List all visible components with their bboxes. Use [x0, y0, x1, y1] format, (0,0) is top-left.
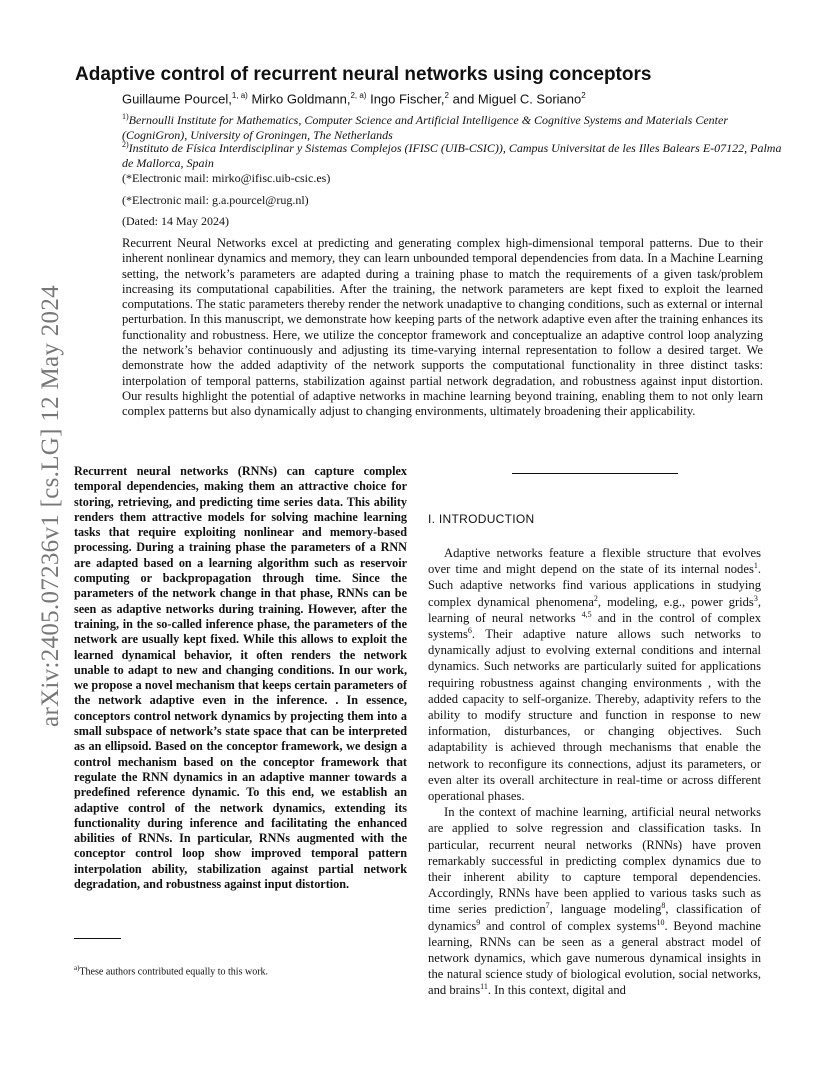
paragraph-text: , language modeling: [549, 902, 662, 917]
footnote-rule: [74, 938, 121, 939]
lay-summary: Recurrent neural networks (RNNs) can capture complex temporal dependencies, making them an attractive choice for storing, retrieving, and predicting time series data. This ability renders them attractive models for solving machine learning tasks that require exploiting nonlinear and memory-based processing. During a training phase the parameters of a RNN are adapted based on a learning algorithm such as reservoir computing or backpropagation through time. Since the parameters of the network change in that phase, RNNs can be seen as adaptive networks during training. However, after the training, in the so-called inference phase, the parameters of the network are usually kept fixed. While this allows to exploit the learned dynamical behavior, it often renders the network unable to adapt to new and changing conditions. In our work, we propose a novel mechanism that keeps certain parameters of the network adaptive even in the inference. . In essence, conceptors control network dynamics by projecting them into a small subspace of network’s state space that can be interpreted as an ellipsoid. Based on the conceptor framework, we design a control mechanism based on the conceptor framework that regulate the RNN dynamics in an adaptive manner towards a predefined reference dynamic. To this end, we establish an adaptive control of the network dynamics, extending its functionality during inference and facilitating the enhanced abilities of RNNs. In particular, RNNs augmented with the conceptor control loop show improved temporal pattern interpolation ability, stabilization against partial network degradation, and robustness against input distortion.: [74, 464, 407, 892]
paragraph: [428, 545, 761, 804]
citation-ref: 11: [480, 982, 488, 992]
paragraph-text: . Such adaptive networks find various applications in studying complex dynamical phenomena: [428, 562, 761, 609]
affiliation-text: Instituto de Física Interdisciplinar y Sistemas Complejos (IFISC (UIB-CSIC)), Campus Universitat de les Illes Balears E-07122, Palma de Mallorca, Spain: [122, 141, 782, 170]
arxiv-id-text: arXiv:2405.07236v1 [cs.LG] 12 May 2024: [37, 285, 64, 727]
author-name: Guillaume Pourcel,: [122, 91, 232, 107]
affiliation-mark: 2): [122, 140, 129, 149]
paragraph-text: Adaptive networks feature a flexible structure that evolves over time and might depend on the state of its internal nodes: [428, 546, 761, 577]
author-name: Ingo Fischer,: [370, 91, 445, 107]
footnote-text: These authors contributed equally to this work.: [79, 966, 269, 978]
author-affiliation-mark: 2: [444, 91, 449, 100]
citation-ref: 9: [476, 917, 481, 927]
paragraph-text: . In this context, digital and: [487, 983, 626, 998]
footnote: [74, 964, 268, 977]
section-heading: I. INTRODUCTION: [428, 512, 535, 526]
citation-ref: 3: [753, 593, 758, 603]
email-note: (*Electronic mail: g.a.pourcel@rug.nl): [122, 193, 309, 207]
author-list: [122, 91, 586, 106]
date-line: (Dated: 14 May 2024): [122, 214, 229, 228]
affiliation: [122, 137, 782, 171]
email-note: (*Electronic mail: mirko@ifisc.uib-csic.es): [122, 171, 331, 185]
abstract: Recurrent Neural Networks excel at predicting and generating complex high-dimensional temporal patterns. Due to their inherent nonlinear dynamics and memory, they can learn unbounded temporal dependencies from data. In a Machine Learning setting, the network’s parameters are adapted during a training phase to match the requirements of a given task/problem increasing its computational capabilities. After the training, the network parameters are kept fixed to exploit the learned computations. The static parameters thereby render the network unadaptive to changing conditions, such as external or internal perturbation. In this manuscript, we demonstrate how keeping parts of the network adaptive even after the training enhances its functionality and robustness. Here, we utilize the conceptor framework and conceptualize an adaptive control loop analyzing the network’s behavior continuously and adjusting its time-varying internal representation to follow a desired target. We demonstrate how the added adaptivity of the network supports the computational functionality in three distinct tasks: interpolation of temporal patterns, stabilization against partial network degradation, and robustness against input distortion. Our results highlight the potential of adaptive networks in machine learning beyond training, enabling them to not only learn complex patterns but also dynamically adjust to changing environments, ultimately broadening their applicability.: [122, 236, 763, 419]
author-name: Mirko Goldmann,: [251, 91, 351, 107]
author-name: and Miguel C. Soriano: [452, 91, 582, 107]
arxiv-identifier: [38, 276, 64, 736]
introduction-body: [428, 545, 761, 999]
citation-ref: 6: [467, 625, 472, 635]
citation-ref: 4,5: [581, 609, 592, 619]
citation-ref: 10: [656, 917, 665, 927]
paper-title: Adaptive control of recurrent neural networks using conceptors: [75, 64, 652, 85]
paragraph-text: , modeling, e.g., power grids: [597, 594, 754, 609]
author-affiliation-mark: 2: [581, 91, 586, 100]
paragraph-text: and in the control of complex systems: [428, 610, 761, 642]
column-separator-rule: [512, 473, 678, 474]
affiliation-text: Bernoulli Institute for Mathematics, Computer Science and Artificial Intelligence & Cognitive Systems and Materials Center (CogniGron), University of Groningen, The Netherlands: [122, 113, 729, 142]
citation-ref: 2: [593, 593, 598, 603]
citation-ref: 7: [545, 901, 550, 911]
paragraph-text: and control of complex systems: [480, 918, 657, 933]
citation-ref: 1: [753, 561, 758, 571]
paragraph-text: , learning of neural networks: [428, 594, 761, 625]
footnote-mark: a): [74, 964, 80, 972]
citation-ref: 8: [661, 901, 666, 911]
paragraph: [428, 804, 761, 998]
paragraph-text: , classification of dynamics: [428, 902, 761, 933]
paragraph-text: . Their adaptive nature allows such networks to dynamically adjust to evolving external conditions and internal dynamics. Such networks are particularly suited for applications requiring robustness against changing environments , with the added capacity to self-organize. Thereby, adaptivity refers to the ability to modify structure and function in response to new information, disturbances, or changing objectives. Such adaptability is achieved through mechanisms that enable the network to reconfigure its connections, adjust its parameters, or even alter its overall architecture in real-time or across different operational phases.: [428, 627, 761, 804]
author-affiliation-mark: 2, a): [350, 91, 367, 100]
affiliation-mark: 1): [122, 112, 129, 121]
paragraph-text: In the context of machine learning, artificial neural networks are applied to solve regression and classification tasks. In particular, recurrent neural networks (RNNs) have proven remarkably successful in predicting complex dynamics due to their inherent ability to capture temporal dependencies. Accordingly, RNNs have been applied to various tasks such as time series prediction: [428, 805, 761, 917]
paragraph-text: . Beyond machine learning, RNNs can be seen as a general abstract model of network dynamics, which gave numerous dynamical insights in the natural science study of biological evolution, social networks, and brains: [428, 918, 761, 998]
author-affiliation-mark: 1, a): [231, 91, 248, 100]
